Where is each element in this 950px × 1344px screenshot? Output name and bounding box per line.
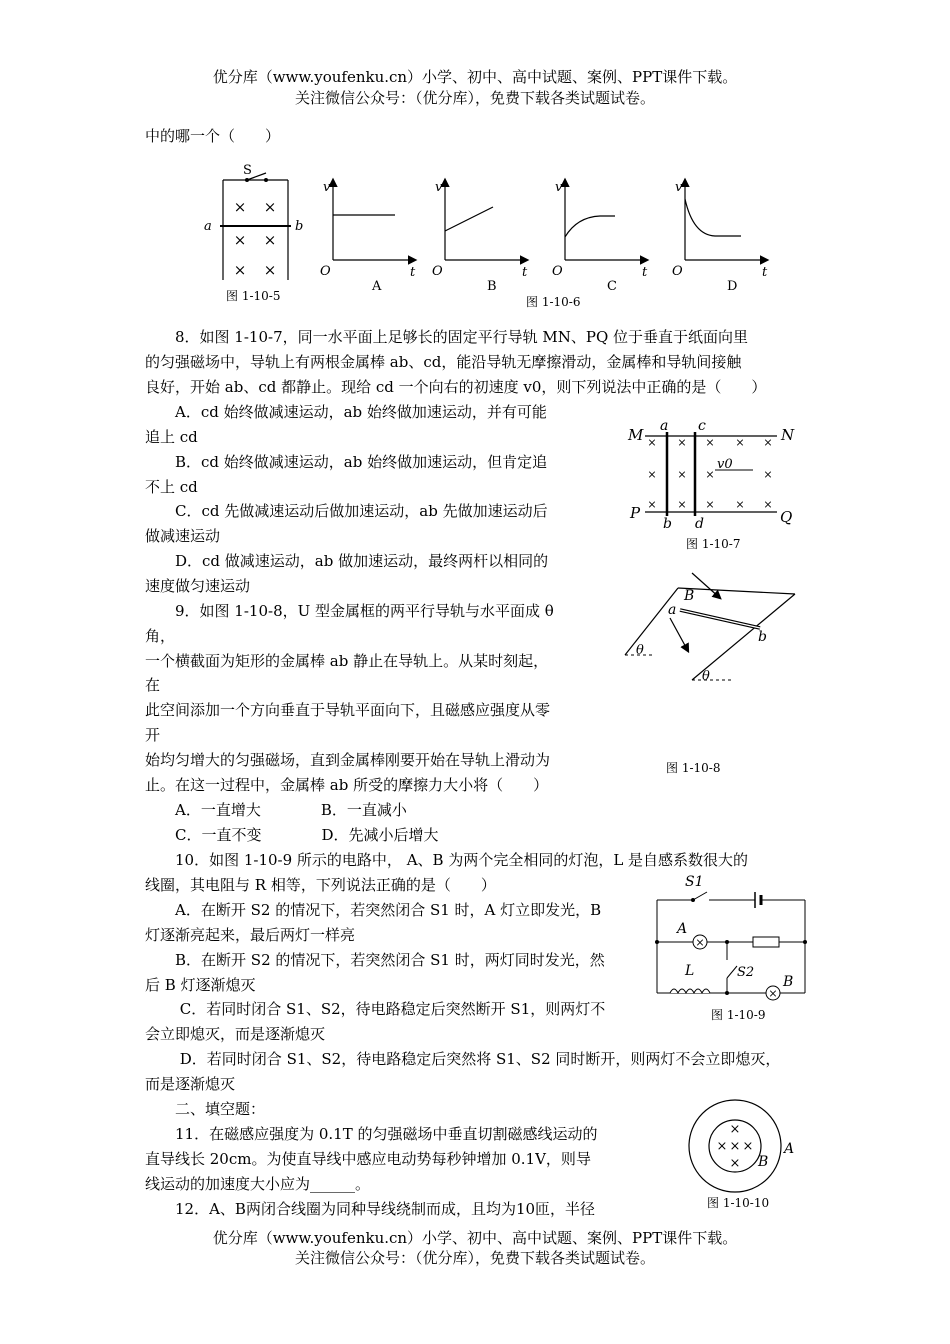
figure-1-10-7	[625, 418, 805, 533]
fig10-field-marks	[717, 1122, 754, 1171]
svg-text:×: ×	[647, 436, 657, 449]
footer-line-1: 优分库（www.youfenku.cn）小学、初中、高中试题、案例、PPT课件下载。	[212, 1229, 738, 1247]
svg-text:a: a	[660, 418, 669, 434]
svg-text:O: O	[432, 264, 443, 279]
caption-1-10-6: 图 1-10-6	[526, 295, 581, 309]
svg-text:×: ×	[763, 436, 773, 449]
q10-option-a-2: 灯逐渐亮起来，最后两灯一样亮	[145, 926, 356, 944]
graph-d	[672, 180, 768, 294]
fig5-right-label: b	[295, 219, 304, 234]
caption-1-10-7: 图 1-10-7	[686, 537, 741, 551]
q9-options-2: C．一直不变 D．先减小后增大	[145, 826, 439, 844]
svg-text:S1: S1	[685, 874, 704, 890]
svg-text:×: ×	[677, 468, 687, 481]
svg-text:v: v	[323, 180, 331, 195]
q10-option-b-1: B．在断开 S2 的情况下，若突然闭合 S1 时，两灯同时发光，然	[145, 951, 605, 969]
svg-text:t: t	[410, 265, 416, 280]
q9-stem-6: 开	[145, 726, 161, 744]
section-2-heading: 二、填空题：	[145, 1100, 266, 1118]
graph-b	[432, 180, 528, 294]
q8-stem-3: 良好，开始 ab、cd 都静止。现给 cd 一个向右的初速度 v0，则下列说法中正确的是（ ）	[145, 378, 767, 396]
svg-text:×: ×	[233, 231, 247, 249]
figure-1-10-9	[645, 868, 815, 1003]
q10-option-c-1: C．若同时闭合 S1、S2，待电路稳定后突然断开 S1，则两灯不	[145, 1000, 606, 1018]
caption-1-10-8: 图 1-10-8	[666, 761, 721, 775]
svg-text:×: ×	[263, 231, 277, 249]
caption-1-10-9: 图 1-10-9	[711, 1008, 766, 1022]
figure-1-10-10	[680, 1098, 800, 1198]
svg-text:O: O	[320, 264, 331, 279]
q10-stem-1: 10．如图 1-10-9 所示的电路中， A、B 为两个完全相同的灯泡，L 是自感系数很大的	[145, 851, 749, 869]
q9-stem-5: 此空间添加一个方向垂直于导轨平面向下，且磁感应强度从零	[145, 701, 551, 719]
svg-text:v: v	[435, 180, 443, 195]
caption-1-10-10: 图 1-10-10	[707, 1196, 770, 1210]
fig5-switch-label: S	[243, 163, 252, 178]
figure-1-10-5	[200, 160, 310, 285]
graph-b-label: B	[487, 279, 497, 294]
svg-text:×: ×	[647, 468, 657, 481]
svg-text:×: ×	[729, 1156, 741, 1171]
svg-text:×: ×	[677, 498, 687, 511]
svg-text:P: P	[630, 504, 641, 522]
q9-stem-4: 在	[145, 676, 161, 694]
svg-text:v0: v0	[717, 457, 733, 472]
svg-text:×: ×	[263, 261, 277, 279]
svg-text:×: ×	[729, 1139, 741, 1154]
svg-text:×: ×	[677, 436, 687, 449]
q10-option-d-1: D．若同时闭合 S1、S2，待电路稳定后突然将 S1、S2 同时断开，则两灯不会立即熄灭，	[145, 1050, 781, 1068]
q11-line-3: 线运动的加速度大小应为______。	[145, 1175, 371, 1193]
svg-text:M: M	[628, 426, 644, 444]
q11-line-2: 直导线长 20cm。为使直导线中感应电动势每秒钟增加 0.1V，则导	[145, 1150, 591, 1168]
caption-1-10-5: 图 1-10-5	[226, 289, 281, 303]
svg-text:×: ×	[742, 1139, 754, 1154]
svg-text:×: ×	[763, 468, 773, 481]
fig5-left-label: a	[204, 219, 212, 234]
header-line-1: 优分库（www.youfenku.cn）小学、初中、高中试题、案例、PPT课件下载。	[212, 68, 738, 86]
svg-text:O: O	[552, 264, 563, 279]
graph-d-label: D	[727, 279, 738, 294]
figure-1-10-8	[620, 568, 805, 693]
q9-stem-1: 9．如图 1-10-8，U 型金属框的两平行导轨与水平面成 θ	[145, 602, 554, 620]
svg-text:×: ×	[705, 498, 715, 511]
svg-text:×: ×	[735, 436, 745, 449]
graph-a	[320, 180, 416, 294]
graph-a-label: A	[372, 279, 382, 294]
svg-text:θ: θ	[702, 669, 710, 684]
q8-option-c-2: 做减速运动	[145, 527, 221, 545]
q8-option-d-1: D．cd 做减速运动，ab 做加速运动，最终两杆以相同的	[145, 552, 549, 570]
q8-stem-2: 的匀强磁场中，导轨上有两根金属棒 ab、cd，能沿导轨无摩擦滑动，金属棒和导轨间接触	[145, 353, 742, 371]
q9-options-1: A．一直增大 B．一直减小	[145, 801, 407, 819]
svg-text:b: b	[663, 516, 672, 532]
fig5-field-marks	[234, 198, 277, 279]
svg-text:d: d	[695, 516, 704, 532]
q10-option-c-2: 会立即熄灭，而是逐渐熄灭	[145, 1025, 326, 1043]
graph-c-label: C	[607, 279, 617, 294]
svg-text:A: A	[677, 921, 688, 937]
q8-option-b-2: 不上 cd	[145, 478, 198, 496]
svg-text:Q: Q	[780, 508, 793, 526]
svg-text:×: ×	[705, 468, 715, 481]
q9-stem-7: 始均匀增大的匀强磁场，直到金属棒刚要开始在导轨上滑动为	[145, 751, 551, 769]
svg-text:×: ×	[763, 498, 773, 511]
svg-text:B: B	[758, 1154, 769, 1170]
q8-option-a-2: 追上 cd	[145, 428, 198, 446]
svg-text:B: B	[684, 588, 695, 604]
svg-text:×: ×	[647, 498, 657, 511]
svg-text:A: A	[784, 1141, 795, 1157]
q11-line-1: 11．在磁感应强度为 0.1T 的匀强磁场中垂直切割磁感线运动的	[145, 1125, 598, 1143]
svg-text:×: ×	[233, 198, 247, 216]
svg-text:×: ×	[716, 1139, 728, 1154]
svg-text:t: t	[762, 265, 768, 280]
q10-stem-2: 线圈，其电阻与 R 相等，下列说法正确的是（ ）	[145, 876, 496, 894]
header-line-2: 关注微信公众号：（优分库），免费下载各类试题试卷。	[294, 89, 655, 107]
svg-text:a: a	[668, 602, 677, 618]
q10-option-a-1: A．在断开 S2 的情况下，若突然闭合 S1 时，A 灯立即发光，B	[145, 901, 602, 919]
svg-text:×: ×	[729, 1122, 741, 1137]
svg-text:t: t	[522, 265, 528, 280]
footer-line-2: 关注微信公众号：（优分库），免费下载各类试题试卷。	[294, 1249, 655, 1267]
q10-option-d-2: 而是逐渐熄灭	[145, 1075, 236, 1093]
svg-text:×: ×	[705, 436, 715, 449]
svg-text:×: ×	[768, 987, 778, 1000]
svg-text:×: ×	[735, 498, 745, 511]
svg-text:S2: S2	[737, 965, 755, 980]
svg-text:O: O	[672, 264, 683, 279]
svg-text:B: B	[783, 974, 794, 990]
svg-text:v: v	[555, 180, 563, 195]
q8-stem-1: 8．如图 1-10-7，同一水平面上足够长的固定平行导轨 MN、PQ 位于垂直于纸面向里	[145, 328, 749, 346]
q9-stem-2: 角，	[145, 627, 176, 645]
q8-option-d-2: 速度做匀速运动	[145, 577, 251, 595]
q8-option-a-1: A．cd 始终做减速运动，ab 始终做加速运动，并有可能	[145, 403, 547, 421]
q8-option-b-1: B．cd 始终做减速运动，ab 始终做加速运动，但肯定追	[145, 453, 548, 471]
q9-stem-8: 止。在这一过程中，金属棒 ab 所受的摩擦力大小将（ ）	[145, 776, 549, 794]
q9-stem-3: 一个横截面为矩形的金属棒 ab 静止在导轨上。从某时刻起，	[145, 652, 549, 670]
svg-text:v: v	[675, 180, 683, 195]
svg-text:t: t	[642, 265, 648, 280]
svg-text:c: c	[698, 418, 706, 434]
svg-text:b: b	[758, 629, 767, 645]
svg-text:N: N	[781, 426, 795, 444]
svg-text:×: ×	[695, 936, 705, 949]
q8-option-c-1: C．cd 先做减速运动后做加速运动，ab 先做加速运动后	[145, 502, 548, 520]
q10-option-b-2: 后 B 灯逐渐熄灭	[145, 976, 256, 994]
graph-c	[552, 180, 648, 294]
svg-text:×: ×	[233, 261, 247, 279]
figure-1-10-6	[315, 175, 785, 295]
q12-line-1: 12．A、B两闭合线圈为同种导线绕制而成，且均为10匝，半径	[145, 1200, 596, 1218]
svg-text:θ: θ	[636, 643, 644, 658]
svg-text:×: ×	[263, 198, 277, 216]
intro-text: 中的哪一个（ ）	[145, 127, 281, 145]
svg-text:L: L	[685, 963, 695, 979]
